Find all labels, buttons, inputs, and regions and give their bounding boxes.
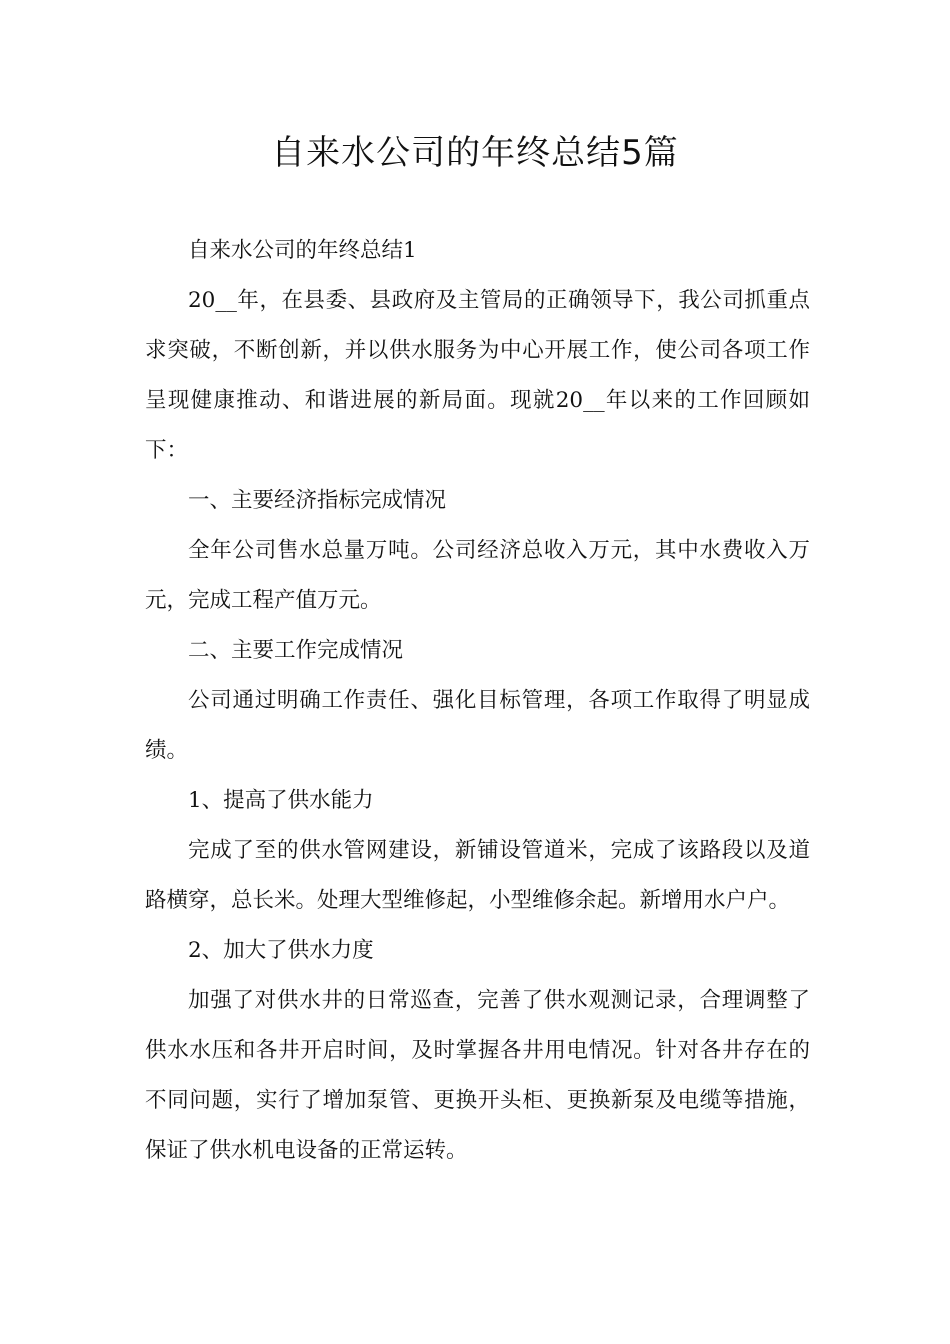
main-work-paragraph: 公司通过明确工作责任、强化目标管理，各项工作取得了明显成绩。 (145, 688, 810, 763)
economic-indicators-paragraph: 全年公司售水总量万吨。公司经济总收入万元，其中水费收入万元，完成工程产值万元。 (145, 538, 810, 613)
supply-effort-paragraph: 加强了对供水井的日常巡查，完善了供水观测记录，合理调整了供水水压和各井开启时间，及时掌握各井用电情况。针对各井存在的不同问题，实行了增加泵管、更换开头柜、更换新泵及电缆等措施，保证了供水机电设备的正常运转。 (145, 988, 810, 1163)
document-body (145, 226, 810, 1176)
document-title: 自来水公司的年终总结5篇 (271, 133, 679, 173)
intro-paragraph: 20__年，在县委、县政府及主管局的正确领导下，我公司抓重点求突破，不断创新，并以供水服务为中心开展工作，使公司各项工作呈现健康推动、和谐进展的新局面。现就20__年以来的工作回顾如下： (145, 288, 810, 463)
subheading-supply-capacity: 1、提高了供水能力 (188, 788, 374, 813)
subheading-supply-effort: 2、加大了供水力度 (188, 938, 374, 963)
section-heading-summary-1: 自来水公司的年终总结1 (188, 238, 417, 263)
supply-capacity-paragraph: 完成了至的供水管网建设，新铺设管道米，完成了该路段以及道路横穿，总长米。处理大型维修起，小型维修余起。新增用水户户。 (145, 838, 810, 913)
section-heading-economic-indicators: 一、主要经济指标完成情况 (188, 488, 447, 513)
section-heading-main-work: 二、主要工作完成情况 (188, 638, 404, 663)
